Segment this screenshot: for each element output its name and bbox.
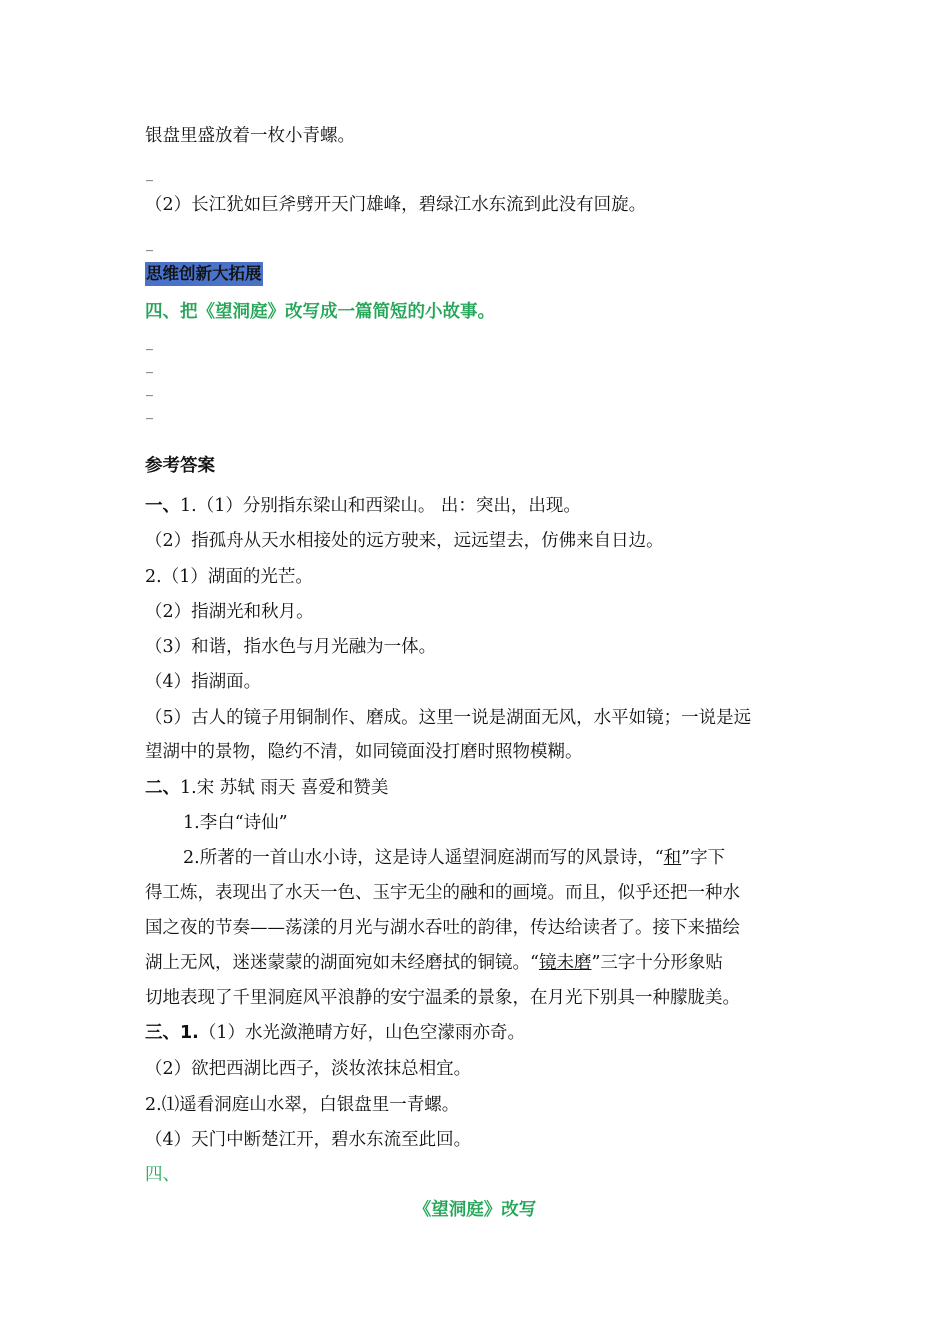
answer-section-two [145,776,388,800]
answer-line-silver-plate: 银盘里盛放着一枚小青螺。 [145,126,355,146]
section-highlight-heading: 思维创新大拓展 [145,262,263,286]
answer-line: 得工炼，表现出了水天一色、玉宇无尘的融和的画境。而且，似乎还把一种水 [145,883,740,903]
answer-line [183,846,725,870]
answer-line: （4）指湖面。 [145,672,262,692]
answer-line: 国之夜的节奏——荡漾的月光与湖水吞吐的韵律，传达给读者了。接下来描绘 [145,918,740,938]
answer-line: （2）指湖光和秋月。 [145,602,314,622]
section-three-label: 三、1. [145,1023,199,1043]
question-line-yangtze: （2）长江犹如巨斧劈开天门雄峰，碧绿江水东流到此没有回旋。 [145,195,647,215]
answer-line: 1.李白“诗仙” [183,813,288,833]
answer-line: （4）天门中断楚江开，碧水东流至此回。 [145,1130,472,1150]
blank-line: _ [146,335,153,351]
answer-line: 切地表现了千里洞庭风平浪静的安宁温柔的景象，在月光下别具一种朦胧美。 [145,988,740,1008]
answer-section-one [145,494,581,518]
answer-section-three [145,1021,525,1045]
answer-text: 湖上无风，迷迷蒙蒙的湖面宛如未经磨拭的铜镜。“ [145,953,539,973]
section-four-label: 四、 [145,1165,180,1185]
task-four-heading: 四、把《望洞庭》改写成一篇简短的小故事。 [145,302,495,322]
rewrite-title: 《望洞庭》改写 [413,1200,537,1220]
answer-title: 参考答案 [145,456,215,476]
answer-text: ”字下 [681,848,726,868]
answer-text: ”三字十分形象贴 [591,953,723,973]
blank-line: _ [146,404,153,420]
answer-text: 1.宋 苏轼 雨天 喜爱和赞美 [180,778,389,798]
underlined-word: 镜未磨 [538,953,592,973]
answer-line: （2）指孤舟从天水相接处的远方驶来，远远望去，仿佛来自日边。 [145,531,664,551]
answer-line: （2）欲把西湖比西子，淡妆浓抹总相宜。 [145,1059,472,1079]
section-two-label: 二、 [145,778,180,798]
section-one-label: 一、 [145,496,180,516]
answer-line: （5）古人的镜子用铜制作、磨成。这里一说是湖面无风，水平如镜；一说是远 [145,708,752,728]
answer-line: 望湖中的景物，隐约不清，如同镜面没打磨时照物模糊。 [145,742,583,762]
blank-line: _ [146,381,153,397]
answer-line [145,951,723,975]
answer-text: 1.（1）分别指东梁山和西梁山。 出：突出，出现。 [180,496,581,516]
blank-line: _ [146,358,153,374]
blank-line: _ [146,166,153,182]
underlined-word: 和 [663,848,682,868]
answer-line: 2.（1）湖面的光芒。 [145,567,313,587]
answer-line: （3）和谐，指水色与月光融为一体。 [145,637,437,657]
answer-line: 2.⑴遥看洞庭山水翠，白银盘里一青螺。 [145,1095,460,1115]
answer-text: （1）水光潋滟晴方好，山色空濛雨亦奇。 [198,1023,525,1043]
blank-line: _ [146,236,153,252]
answer-text: 2.所著的一首山水小诗，这是诗人遥望洞庭湖而写的风景诗，“ [183,848,664,868]
